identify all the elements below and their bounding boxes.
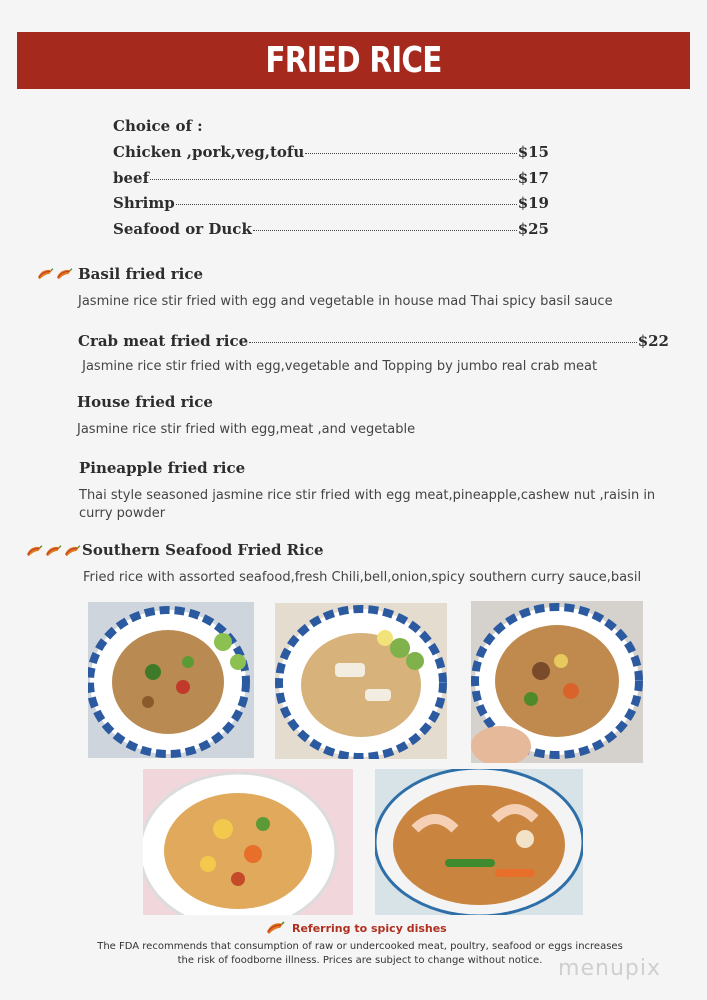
price-row-beef: [113, 169, 549, 187]
chili-icon: [44, 543, 62, 557]
food-photo-basil: [88, 602, 254, 758]
price-value: $19: [517, 194, 549, 212]
item-name-southern-seafood: Southern Seafood Fried Rice: [82, 541, 324, 559]
chili-icon: [25, 543, 43, 557]
dot-leader: [176, 204, 517, 205]
item-desc-pineapple: Thai style seasoned jasmine rice stir fried with egg meat,pineapple,cashew nut ,raisin in curry powder: [79, 488, 656, 521]
choice-title: Choice of :: [113, 117, 203, 135]
food-photo-house: [471, 601, 643, 763]
item-desc-crab: Jasmine rice stir fried with egg,vegetable and Topping by jumbo real crab meat: [78, 359, 598, 374]
fda-line-2: the risk of foodborne illness. Prices are subject to change without notice.: [177, 955, 543, 966]
price-row-shrimp: [113, 194, 549, 212]
item-row-crab: [78, 332, 669, 350]
item-name-basil: Basil fried rice: [78, 265, 204, 283]
item-desc-basil: Jasmine rice stir fried with egg and vegetable in house mad Thai spicy basil sauce: [78, 294, 613, 309]
spice-legend: [264, 920, 447, 936]
spice-level-3: [25, 543, 81, 557]
title-banner: [17, 32, 690, 89]
chili-icon: [264, 920, 286, 936]
chili-icon: [55, 266, 73, 280]
price-row-seafood-duck: [113, 220, 549, 238]
price-value: $25: [517, 220, 549, 238]
dot-leader: [150, 179, 517, 180]
item-name-pineapple: Pineapple fried rice: [79, 459, 246, 477]
dot-leader: [253, 230, 517, 231]
food-photo-crab: [275, 603, 447, 759]
spice-legend-text: Referring to spicy dishes: [292, 921, 447, 935]
food-photo-pineapple: [143, 769, 353, 915]
watermark: menupix: [558, 956, 661, 981]
dot-leader: [249, 342, 637, 343]
price-label: Shrimp: [113, 194, 175, 212]
item-name-crab: Crab meat fried rice: [78, 332, 249, 350]
item-desc-southern-seafood: Fried rice with assorted seafood,fresh Chili,bell,onion,spicy southern curry sauce,basil: [83, 570, 642, 585]
price-row-chicken: [113, 143, 549, 161]
price-label: Seafood or Duck: [113, 220, 252, 238]
item-price-crab: $22: [637, 332, 669, 350]
price-value: $15: [517, 143, 549, 161]
price-label: Chicken ,pork,veg,tofu: [113, 143, 305, 161]
dot-leader: [305, 153, 516, 154]
spice-level-2: [36, 266, 73, 280]
food-photo-southern-seafood: [375, 769, 583, 915]
page-title: FRIED RICE: [265, 40, 442, 81]
item-desc-house: Jasmine rice stir fried with egg,meat ,and vegetable: [77, 422, 416, 437]
price-label: beef: [113, 169, 150, 187]
chili-icon: [36, 266, 54, 280]
price-value: $17: [517, 169, 549, 187]
fda-line-1: The FDA recommends that consumption of raw or undercooked meat, poultry, seafood or eggs increases: [97, 941, 623, 952]
chili-icon: [63, 543, 81, 557]
item-name-house: House fried rice: [77, 393, 213, 411]
